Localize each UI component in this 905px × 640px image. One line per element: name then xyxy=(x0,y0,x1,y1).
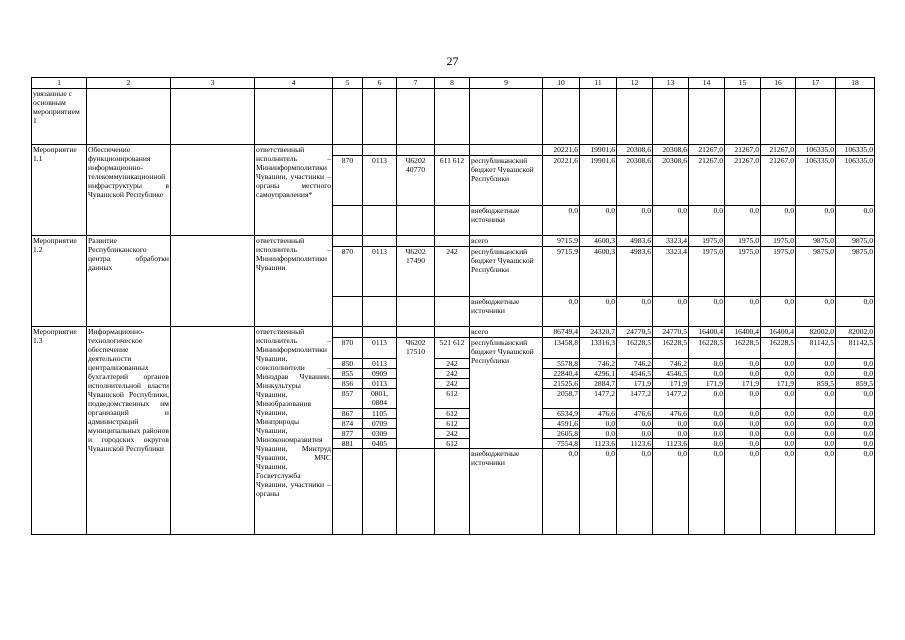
value-cell: 0,0 xyxy=(689,439,725,449)
section-code: 0405 xyxy=(363,439,397,449)
grbs-code: 870 xyxy=(333,156,363,206)
value-cell: 16228,5 xyxy=(617,338,653,359)
expense-type xyxy=(435,236,470,247)
grbs-code: 857 xyxy=(333,389,363,409)
table-row xyxy=(32,89,875,145)
empty-cell xyxy=(653,89,689,145)
event-executor: ответственный исполнитель – Мининформполитики Чувашии, участники – органы местного самоуправления* xyxy=(255,145,333,236)
funding-source: всего xyxy=(470,327,543,338)
empty-cell xyxy=(435,89,470,145)
expense-type: 242 xyxy=(435,369,470,379)
value-cell: 3323,4 xyxy=(653,247,689,297)
section-code: 0113 xyxy=(363,338,397,359)
value-cell: 0,0 xyxy=(761,419,796,429)
value-cell: 1975,0 xyxy=(689,236,725,247)
value-cell: 0,0 xyxy=(580,206,617,236)
value-cell: 22840,4 xyxy=(543,369,580,379)
section-code xyxy=(363,449,397,535)
value-cell: 0,0 xyxy=(689,297,725,327)
value-cell: 20221,6 xyxy=(543,156,580,206)
value-cell: 0,0 xyxy=(796,389,836,409)
value-cell: 21267,0 xyxy=(689,145,725,156)
grbs-code: 867 xyxy=(333,409,363,419)
target-article xyxy=(397,206,435,236)
event-name: Развитие Республиканского центра обработки данных xyxy=(87,236,171,327)
value-cell: 0,0 xyxy=(761,297,796,327)
value-cell: 24320,7 xyxy=(580,327,617,338)
value-cell: 3323,4 xyxy=(653,236,689,247)
expense-type xyxy=(435,327,470,338)
expense-type: 242 xyxy=(435,247,470,297)
grbs-code: 856 xyxy=(333,379,363,389)
value-cell: 0,0 xyxy=(796,429,836,439)
funding-source xyxy=(470,145,543,156)
value-cell: 0,0 xyxy=(543,297,580,327)
value-cell: 0,0 xyxy=(725,359,761,369)
empty-cell xyxy=(836,89,875,145)
value-cell: 0,0 xyxy=(689,369,725,379)
column-number: 15 xyxy=(725,78,761,89)
value-cell: 0,0 xyxy=(725,369,761,379)
funding-source: внебюджетные источники xyxy=(470,206,543,236)
value-cell: 4296,1 xyxy=(580,369,617,379)
table-row xyxy=(32,145,875,156)
funding-source: внебюджетные источники xyxy=(470,297,543,327)
value-cell: 20308,6 xyxy=(653,156,689,206)
value-cell: 21525,6 xyxy=(543,379,580,389)
value-cell: 2058,7 xyxy=(543,389,580,409)
target-article xyxy=(397,297,435,327)
linked-label: увязанные с основным мероприятием 1 xyxy=(32,89,87,145)
grbs-code xyxy=(333,327,363,338)
value-cell: 746,2 xyxy=(617,359,653,369)
value-cell: 1975,0 xyxy=(725,236,761,247)
column-number: 1 xyxy=(32,78,87,89)
empty-cell xyxy=(87,89,171,145)
empty-cell xyxy=(171,89,255,145)
value-cell: 19901,6 xyxy=(580,145,617,156)
value-cell: 0,0 xyxy=(689,359,725,369)
value-cell: 0,0 xyxy=(796,449,836,535)
expense-type xyxy=(435,206,470,236)
value-cell: 4983,6 xyxy=(617,236,653,247)
column-number: 14 xyxy=(689,78,725,89)
value-cell: 0,0 xyxy=(653,429,689,439)
empty-cell xyxy=(171,327,255,535)
section-code: 0113 xyxy=(363,247,397,297)
value-cell: 0,0 xyxy=(796,419,836,429)
value-cell: 0,0 xyxy=(580,419,617,429)
value-cell: 21267,0 xyxy=(725,156,761,206)
column-number: 16 xyxy=(761,78,796,89)
expense-type xyxy=(435,449,470,535)
expense-type xyxy=(435,297,470,327)
target-article xyxy=(397,449,435,535)
section-code: 0113 xyxy=(363,156,397,206)
value-cell: 9715,9 xyxy=(543,236,580,247)
value-cell: 13458,8 xyxy=(543,338,580,359)
section-code: 0113 xyxy=(363,379,397,389)
value-cell: 5578,8 xyxy=(543,359,580,369)
grbs-code xyxy=(333,236,363,247)
column-number: 10 xyxy=(543,78,580,89)
expense-type: 612 xyxy=(435,439,470,449)
section-code xyxy=(363,236,397,247)
value-cell: 2605,8 xyxy=(543,429,580,439)
column-number: 11 xyxy=(580,78,617,89)
value-cell: 171,9 xyxy=(725,379,761,389)
value-cell: 0,0 xyxy=(836,389,875,409)
grbs-code: 855 xyxy=(333,369,363,379)
expense-type: 611 612 xyxy=(435,156,470,206)
expense-type: 612 xyxy=(435,389,470,409)
expense-type: 242 xyxy=(435,379,470,389)
grbs-code xyxy=(333,206,363,236)
value-cell: 0,0 xyxy=(761,369,796,379)
value-cell: 0,0 xyxy=(689,429,725,439)
grbs-code: 877 xyxy=(333,429,363,439)
value-cell: 4546,5 xyxy=(617,369,653,379)
empty-cell xyxy=(171,236,255,327)
target-article: Ч6202 17490 xyxy=(397,247,435,297)
value-cell: 16400,4 xyxy=(761,327,796,338)
value-cell: 0,0 xyxy=(796,206,836,236)
empty-cell xyxy=(397,89,435,145)
target-article xyxy=(397,327,435,338)
column-number: 9 xyxy=(470,78,543,89)
value-cell: 0,0 xyxy=(580,429,617,439)
value-cell: 1477,2 xyxy=(580,389,617,409)
value-cell: 16228,5 xyxy=(761,338,796,359)
grbs-code xyxy=(333,145,363,156)
empty-cell xyxy=(255,89,333,145)
value-cell: 20308,6 xyxy=(653,145,689,156)
value-cell: 2884,7 xyxy=(580,379,617,389)
section-code: 0309 xyxy=(363,429,397,439)
value-cell: 0,0 xyxy=(761,449,796,535)
grbs-code: 881 xyxy=(333,439,363,449)
value-cell: 0,0 xyxy=(761,409,796,419)
value-cell: 0,0 xyxy=(761,439,796,449)
value-cell: 4546,5 xyxy=(653,369,689,379)
value-cell: 0,0 xyxy=(689,389,725,409)
value-cell: 0,0 xyxy=(689,206,725,236)
column-number: 12 xyxy=(617,78,653,89)
empty-cell xyxy=(689,89,725,145)
value-cell: 4591,6 xyxy=(543,419,580,429)
value-cell: 0,0 xyxy=(689,409,725,419)
value-cell: 106335,0 xyxy=(796,145,836,156)
value-cell: 0,0 xyxy=(689,419,725,429)
section-code xyxy=(363,206,397,236)
value-cell: 0,0 xyxy=(580,297,617,327)
value-cell: 82002,0 xyxy=(836,327,875,338)
column-number: 3 xyxy=(171,78,255,89)
value-cell: 6534,9 xyxy=(543,409,580,419)
value-cell: 171,9 xyxy=(653,379,689,389)
column-number: 4 xyxy=(255,78,333,89)
value-cell: 24770,5 xyxy=(617,327,653,338)
value-cell: 24770,5 xyxy=(653,327,689,338)
value-cell: 476,6 xyxy=(617,409,653,419)
value-cell: 81142,5 xyxy=(836,338,875,359)
value-cell: 0,0 xyxy=(725,297,761,327)
value-cell: 0,0 xyxy=(725,419,761,429)
value-cell: 1123,6 xyxy=(653,439,689,449)
column-number: 6 xyxy=(363,78,397,89)
value-cell: 16228,5 xyxy=(725,338,761,359)
value-cell: 746,2 xyxy=(653,359,689,369)
value-cell: 9875,0 xyxy=(796,236,836,247)
value-cell: 21267,0 xyxy=(689,156,725,206)
event-executor: ответственный исполнитель – Мининформполитики Чувашии xyxy=(255,236,333,327)
value-cell: 0,0 xyxy=(761,359,796,369)
column-number: 17 xyxy=(796,78,836,89)
value-cell: 0,0 xyxy=(836,419,875,429)
event-id: Мероприятие 1.2 xyxy=(32,236,87,327)
event-id: Мероприятие 1.3 xyxy=(32,327,87,535)
grbs-code: 850 xyxy=(333,359,363,369)
value-cell: 0,0 xyxy=(761,389,796,409)
expense-type: 242 xyxy=(435,429,470,439)
value-cell: 0,0 xyxy=(796,359,836,369)
value-cell: 20308,6 xyxy=(617,145,653,156)
value-cell: 0,0 xyxy=(796,439,836,449)
value-cell: 21267,0 xyxy=(725,145,761,156)
value-cell: 0,0 xyxy=(543,206,580,236)
target-article: Ч6202 17510 xyxy=(397,338,435,449)
value-cell: 4983,6 xyxy=(617,247,653,297)
funding-source: внебюджетные источники xyxy=(470,449,543,535)
column-number: 2 xyxy=(87,78,171,89)
value-cell: 1975,0 xyxy=(761,247,796,297)
target-article xyxy=(397,236,435,247)
value-cell: 1975,0 xyxy=(689,247,725,297)
empty-cell xyxy=(333,89,363,145)
value-cell: 21267,0 xyxy=(761,156,796,206)
value-cell: 1477,2 xyxy=(617,389,653,409)
value-cell: 0,0 xyxy=(836,369,875,379)
value-cell: 1123,6 xyxy=(580,439,617,449)
value-cell: 859,5 xyxy=(836,379,875,389)
section-code xyxy=(363,327,397,338)
value-cell: 13316,3 xyxy=(580,338,617,359)
value-cell: 171,9 xyxy=(689,379,725,389)
page-number: 27 xyxy=(446,54,459,68)
value-cell: 0,0 xyxy=(617,429,653,439)
section-code: 0909 xyxy=(363,369,397,379)
event-name: Информационно-технологическое обеспечение деятельности централизованных бухгалтерий органов исполнительной власти Чувашской Республики, подведомственных им организаций и администраций муниципальных районов и городских округов Чувашской Республики xyxy=(87,327,171,535)
value-cell: 1123,6 xyxy=(617,439,653,449)
value-cell: 0,0 xyxy=(725,439,761,449)
funding-source: республиканский бюджет Чувашской Республики xyxy=(470,247,543,297)
empty-cell xyxy=(725,89,761,145)
value-cell: 20308,6 xyxy=(617,156,653,206)
value-cell: 0,0 xyxy=(653,449,689,535)
empty-cell xyxy=(470,89,543,145)
budget-table xyxy=(31,77,875,535)
value-cell: 0,0 xyxy=(836,297,875,327)
empty-cell xyxy=(617,89,653,145)
value-cell: 1477,2 xyxy=(653,389,689,409)
value-cell: 1975,0 xyxy=(725,247,761,297)
value-cell: 19901,6 xyxy=(580,156,617,206)
target-article xyxy=(397,145,435,156)
empty-cell xyxy=(543,89,580,145)
empty-cell xyxy=(796,89,836,145)
table-row xyxy=(32,327,875,338)
expense-type: 521 612 xyxy=(435,338,470,359)
value-cell: 0,0 xyxy=(796,297,836,327)
value-cell: 16400,4 xyxy=(725,327,761,338)
grbs-code: 870 xyxy=(333,338,363,359)
event-name: Обеспечение функционирования информационно-телекоммуникационной инфраструктуры в Чувашской Республике xyxy=(87,145,171,236)
value-cell: 0,0 xyxy=(617,419,653,429)
value-cell: 0,0 xyxy=(796,369,836,379)
value-cell: 4600,3 xyxy=(580,236,617,247)
value-cell: 1975,0 xyxy=(761,236,796,247)
expense-type: 242 xyxy=(435,359,470,369)
funding-source: республиканский бюджет Чувашской Республики xyxy=(470,156,543,206)
table-row xyxy=(32,78,875,89)
value-cell: 0,0 xyxy=(836,409,875,419)
event-executor: ответственный исполнитель – Мининформполитики Чувашии, соисполнители – Минздрав Чувашии, Минкультуры Чувашии, Минобразования Чувашии, Минприроды Чувашии, Минэкономразвития Чувашии, Минтруд Чувашии, МЧС Чувашии, Госветслужба Чувашии, участники – органы xyxy=(255,327,333,535)
value-cell: 0,0 xyxy=(836,439,875,449)
expense-type: 612 xyxy=(435,419,470,429)
grbs-code xyxy=(333,449,363,535)
section-code: 1105 xyxy=(363,409,397,419)
section-code xyxy=(363,145,397,156)
value-cell: 0,0 xyxy=(725,206,761,236)
grbs-code: 870 xyxy=(333,247,363,297)
value-cell: 0,0 xyxy=(836,359,875,369)
value-cell: 106335,0 xyxy=(836,145,875,156)
value-cell: 86749,4 xyxy=(543,327,580,338)
value-cell: 106335,0 xyxy=(796,156,836,206)
value-cell: 16228,5 xyxy=(689,338,725,359)
value-cell: 0,0 xyxy=(653,297,689,327)
value-cell: 0,0 xyxy=(725,409,761,419)
value-cell: 0,0 xyxy=(796,409,836,419)
value-cell: 859,5 xyxy=(796,379,836,389)
section-code: 0801, 0804 xyxy=(363,389,397,409)
grbs-code: 874 xyxy=(333,419,363,429)
value-cell: 9875,0 xyxy=(836,236,875,247)
section-code xyxy=(363,297,397,327)
section-code: 0113 xyxy=(363,359,397,369)
column-number: 7 xyxy=(397,78,435,89)
funding-source: всего xyxy=(470,236,543,247)
value-cell: 0,0 xyxy=(617,206,653,236)
value-cell: 0,0 xyxy=(653,419,689,429)
target-article: Ч6202 40770 xyxy=(397,156,435,206)
value-cell: 0,0 xyxy=(617,297,653,327)
value-cell: 476,6 xyxy=(580,409,617,419)
value-cell: 81142,5 xyxy=(796,338,836,359)
value-cell: 21267,0 xyxy=(761,145,796,156)
value-cell: 82002,0 xyxy=(796,327,836,338)
value-cell: 0,0 xyxy=(543,449,580,535)
value-cell: 171,9 xyxy=(617,379,653,389)
value-cell: 0,0 xyxy=(617,449,653,535)
expense-type xyxy=(435,145,470,156)
value-cell: 0,0 xyxy=(836,429,875,439)
empty-cell xyxy=(363,89,397,145)
empty-cell xyxy=(580,89,617,145)
value-cell: 0,0 xyxy=(836,206,875,236)
value-cell: 0,0 xyxy=(689,449,725,535)
value-cell: 7554,8 xyxy=(543,439,580,449)
funding-source: республиканский бюджет Чувашской Республики xyxy=(470,338,543,449)
value-cell: 16228,5 xyxy=(653,338,689,359)
section-code: 0709 xyxy=(363,419,397,429)
value-cell: 9875,0 xyxy=(836,247,875,297)
grbs-code xyxy=(333,297,363,327)
value-cell: 106335,0 xyxy=(836,156,875,206)
table-row xyxy=(32,236,875,247)
value-cell: 0,0 xyxy=(653,206,689,236)
value-cell: 0,0 xyxy=(761,206,796,236)
value-cell: 0,0 xyxy=(836,449,875,535)
value-cell: 9715,9 xyxy=(543,247,580,297)
value-cell: 0,0 xyxy=(725,389,761,409)
event-id: Мероприятие 1.1 xyxy=(32,145,87,236)
value-cell: 171,9 xyxy=(761,379,796,389)
column-number: 18 xyxy=(836,78,875,89)
value-cell: 0,0 xyxy=(580,449,617,535)
value-cell: 746,2 xyxy=(580,359,617,369)
value-cell: 4600,3 xyxy=(580,247,617,297)
value-cell: 16400,4 xyxy=(689,327,725,338)
column-number: 5 xyxy=(333,78,363,89)
column-number: 13 xyxy=(653,78,689,89)
empty-cell xyxy=(171,145,255,236)
value-cell: 0,0 xyxy=(725,449,761,535)
value-cell: 0,0 xyxy=(725,429,761,439)
value-cell: 20221,6 xyxy=(543,145,580,156)
value-cell: 476,6 xyxy=(653,409,689,419)
value-cell: 9875,0 xyxy=(796,247,836,297)
value-cell: 0,0 xyxy=(761,429,796,439)
expense-type: 612 xyxy=(435,409,470,419)
empty-cell xyxy=(761,89,796,145)
column-number: 8 xyxy=(435,78,470,89)
